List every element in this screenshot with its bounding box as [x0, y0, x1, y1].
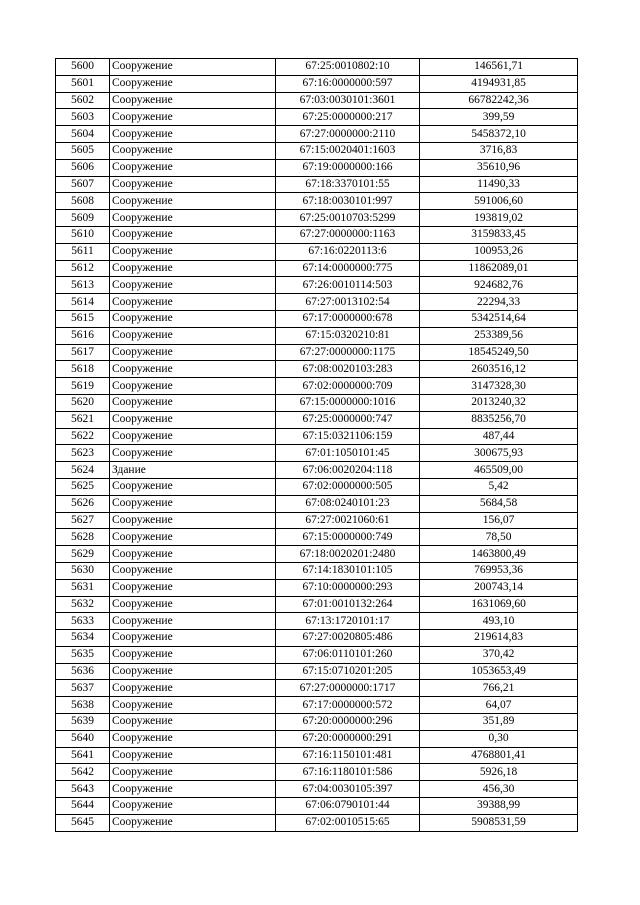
- cadastral-number-cell: 67:27:0020805:486: [276, 630, 420, 647]
- row-number-cell: 5645: [56, 814, 110, 831]
- object-type-cell: Сооружение: [110, 781, 276, 798]
- table-row: [56, 680, 578, 697]
- cadastral-number-cell: 67:20:0000000:296: [276, 714, 420, 731]
- table-row: [56, 730, 578, 747]
- cadastral-value-cell: 5926,18: [420, 764, 578, 781]
- row-number-cell: 5616: [56, 327, 110, 344]
- table-row: [56, 159, 578, 176]
- object-type-cell: Сооружение: [110, 344, 276, 361]
- row-number-cell: 5635: [56, 646, 110, 663]
- cadastral-value-cell: 253389,56: [420, 327, 578, 344]
- table-row: [56, 579, 578, 596]
- cadastral-value-cell: 146561,71: [420, 59, 578, 76]
- row-number-cell: 5611: [56, 243, 110, 260]
- cadastral-number-cell: 67:04:0030105:397: [276, 781, 420, 798]
- cadastral-number-cell: 67:27:0000000:1717: [276, 680, 420, 697]
- cadastral-value-cell: 3159833,45: [420, 226, 578, 243]
- table-row: [56, 294, 578, 311]
- cadastral-number-cell: 67:27:0021060:61: [276, 512, 420, 529]
- row-number-cell: 5644: [56, 798, 110, 815]
- row-number-cell: 5637: [56, 680, 110, 697]
- cadastral-value-cell: 0,30: [420, 730, 578, 747]
- object-type-cell: Сооружение: [110, 697, 276, 714]
- cadastral-value-cell: 193819,02: [420, 210, 578, 227]
- cadastral-value-cell: 1631069,60: [420, 596, 578, 613]
- cadastral-value-cell: 8835256,70: [420, 411, 578, 428]
- row-number-cell: 5604: [56, 126, 110, 143]
- cadastral-number-cell: 67:27:0000000:1163: [276, 226, 420, 243]
- row-number-cell: 5638: [56, 697, 110, 714]
- cadastral-number-cell: 67:15:0321106:159: [276, 428, 420, 445]
- row-number-cell: 5627: [56, 512, 110, 529]
- table-row: [56, 781, 578, 798]
- cadastral-number-cell: 67:08:0240101:23: [276, 495, 420, 512]
- cadastral-value-cell: 487,44: [420, 428, 578, 445]
- object-type-cell: Сооружение: [110, 630, 276, 647]
- object-type-cell: Сооружение: [110, 445, 276, 462]
- table-row: [56, 613, 578, 630]
- row-number-cell: 5639: [56, 714, 110, 731]
- row-number-cell: 5602: [56, 92, 110, 109]
- cadastral-value-cell: 2013240,32: [420, 394, 578, 411]
- object-type-cell: Сооружение: [110, 478, 276, 495]
- cadastral-number-cell: 67:01:1050101:45: [276, 445, 420, 462]
- row-number-cell: 5632: [56, 596, 110, 613]
- row-number-cell: 5629: [56, 546, 110, 563]
- row-number-cell: 5610: [56, 226, 110, 243]
- row-number-cell: 5601: [56, 75, 110, 92]
- row-number-cell: 5607: [56, 176, 110, 193]
- cadastral-value-cell: 5342514,64: [420, 310, 578, 327]
- row-number-cell: 5608: [56, 193, 110, 210]
- row-number-cell: 5609: [56, 210, 110, 227]
- cadastral-number-cell: 67:16:0000000:597: [276, 75, 420, 92]
- table-row: [56, 260, 578, 277]
- cadastral-value-cell: 1053653,49: [420, 663, 578, 680]
- row-number-cell: 5636: [56, 663, 110, 680]
- cadastral-value-cell: 35610,96: [420, 159, 578, 176]
- cadastral-number-cell: 67:13:1720101:17: [276, 613, 420, 630]
- cadastral-number-cell: 67:27:0013102:54: [276, 294, 420, 311]
- cadastral-value-cell: 591006,60: [420, 193, 578, 210]
- table-row: [56, 344, 578, 361]
- object-type-cell: Сооружение: [110, 75, 276, 92]
- object-type-cell: Сооружение: [110, 546, 276, 563]
- object-type-cell: Сооружение: [110, 764, 276, 781]
- row-number-cell: 5631: [56, 579, 110, 596]
- row-number-cell: 5613: [56, 277, 110, 294]
- row-number-cell: 5625: [56, 478, 110, 495]
- table-row: [56, 546, 578, 563]
- object-type-cell: Сооружение: [110, 226, 276, 243]
- row-number-cell: 5612: [56, 260, 110, 277]
- object-type-cell: Сооружение: [110, 327, 276, 344]
- cadastral-value-cell: 5,42: [420, 478, 578, 495]
- row-number-cell: 5624: [56, 462, 110, 479]
- cadastral-value-cell: 5458372,10: [420, 126, 578, 143]
- object-type-cell: Сооружение: [110, 730, 276, 747]
- cadastral-number-cell: 67:15:0000000:1016: [276, 394, 420, 411]
- object-type-cell: Сооружение: [110, 142, 276, 159]
- cadastral-value-cell: 493,10: [420, 613, 578, 630]
- cadastral-value-cell: 5684,58: [420, 495, 578, 512]
- object-type-cell: Сооружение: [110, 562, 276, 579]
- table-row: [56, 126, 578, 143]
- cadastral-number-cell: 67:06:0020204:118: [276, 462, 420, 479]
- table-row: [56, 764, 578, 781]
- cadastral-value-cell: 18545249,50: [420, 344, 578, 361]
- cadastral-value-cell: 3716,83: [420, 142, 578, 159]
- table-row: [56, 428, 578, 445]
- cadastral-value-cell: 5908531,59: [420, 814, 578, 831]
- cadastral-number-cell: 67:18:0030101:997: [276, 193, 420, 210]
- row-number-cell: 5642: [56, 764, 110, 781]
- cadastral-value-cell: 769953,36: [420, 562, 578, 579]
- table-row: [56, 512, 578, 529]
- table-row: [56, 243, 578, 260]
- object-type-cell: Сооружение: [110, 243, 276, 260]
- cadastral-value-cell: 300675,93: [420, 445, 578, 462]
- cadastral-value-cell: 200743,14: [420, 579, 578, 596]
- object-type-cell: Сооружение: [110, 310, 276, 327]
- object-type-cell: Сооружение: [110, 814, 276, 831]
- table-row: [56, 378, 578, 395]
- cadastral-number-cell: 67:20:0000000:291: [276, 730, 420, 747]
- table-row: [56, 327, 578, 344]
- cadastral-number-cell: 67:27:0000000:2110: [276, 126, 420, 143]
- cadastral-value-cell: 465509,00: [420, 462, 578, 479]
- row-number-cell: 5614: [56, 294, 110, 311]
- table-row: [56, 193, 578, 210]
- cadastral-number-cell: 67:03:0030101:3601: [276, 92, 420, 109]
- cadastral-number-cell: 67:19:0000000:166: [276, 159, 420, 176]
- table-row: [56, 210, 578, 227]
- cadastral-value-cell: 351,89: [420, 714, 578, 731]
- table-row: [56, 798, 578, 815]
- object-type-cell: Сооружение: [110, 512, 276, 529]
- cadastral-number-cell: 67:25:0010802:10: [276, 59, 420, 76]
- cadastral-value-cell: 370,42: [420, 646, 578, 663]
- object-type-cell: Сооружение: [110, 159, 276, 176]
- cadastral-value-cell: 11490,33: [420, 176, 578, 193]
- cadastral-number-cell: 67:14:1830101:105: [276, 562, 420, 579]
- table-row: [56, 646, 578, 663]
- row-number-cell: 5626: [56, 495, 110, 512]
- table-row: [56, 226, 578, 243]
- cadastral-value-cell: 4768801,41: [420, 747, 578, 764]
- row-number-cell: 5618: [56, 361, 110, 378]
- table-row: [56, 142, 578, 159]
- object-type-cell: Сооружение: [110, 59, 276, 76]
- object-type-cell: Сооружение: [110, 210, 276, 227]
- object-type-cell: Сооружение: [110, 646, 276, 663]
- cadastral-value-cell: 22294,33: [420, 294, 578, 311]
- row-number-cell: 5628: [56, 529, 110, 546]
- table-row: [56, 361, 578, 378]
- table-row: [56, 394, 578, 411]
- object-type-cell: Сооружение: [110, 92, 276, 109]
- table-row: [56, 814, 578, 831]
- cadastral-value-cell: 11862089,01: [420, 260, 578, 277]
- property-table: [55, 58, 578, 832]
- cadastral-number-cell: 67:01:0010132:264: [276, 596, 420, 613]
- cadastral-number-cell: 67:15:0320210:81: [276, 327, 420, 344]
- row-number-cell: 5615: [56, 310, 110, 327]
- cadastral-number-cell: 67:16:0220113:6: [276, 243, 420, 260]
- cadastral-number-cell: 67:16:1150101:481: [276, 747, 420, 764]
- cadastral-number-cell: 67:06:0790101:44: [276, 798, 420, 815]
- cadastral-number-cell: 67:15:0020401:1603: [276, 142, 420, 159]
- row-number-cell: 5619: [56, 378, 110, 395]
- table-row: [56, 176, 578, 193]
- cadastral-number-cell: 67:15:0000000:749: [276, 529, 420, 546]
- row-number-cell: 5600: [56, 59, 110, 76]
- table-row: [56, 697, 578, 714]
- object-type-cell: Сооружение: [110, 596, 276, 613]
- table-row: [56, 495, 578, 512]
- object-type-cell: Сооружение: [110, 680, 276, 697]
- cadastral-value-cell: 78,50: [420, 529, 578, 546]
- cadastral-value-cell: 456,30: [420, 781, 578, 798]
- table-row: [56, 109, 578, 126]
- cadastral-value-cell: 924682,76: [420, 277, 578, 294]
- cadastral-number-cell: 67:02:0000000:505: [276, 478, 420, 495]
- table-row: [56, 75, 578, 92]
- row-number-cell: 5630: [56, 562, 110, 579]
- object-type-cell: Сооружение: [110, 109, 276, 126]
- table-row: [56, 562, 578, 579]
- table-row: [56, 411, 578, 428]
- cadastral-number-cell: 67:16:1180101:586: [276, 764, 420, 781]
- cadastral-number-cell: 67:02:0000000:709: [276, 378, 420, 395]
- object-type-cell: Сооружение: [110, 193, 276, 210]
- object-type-cell: Сооружение: [110, 394, 276, 411]
- cadastral-number-cell: 67:06:0110101:260: [276, 646, 420, 663]
- row-number-cell: 5641: [56, 747, 110, 764]
- cadastral-value-cell: 766,21: [420, 680, 578, 697]
- row-number-cell: 5634: [56, 630, 110, 647]
- object-type-cell: Сооружение: [110, 663, 276, 680]
- cadastral-number-cell: 67:18:3370101:55: [276, 176, 420, 193]
- cadastral-value-cell: 399,59: [420, 109, 578, 126]
- table-row: [56, 663, 578, 680]
- object-type-cell: Сооружение: [110, 529, 276, 546]
- table-body: [56, 59, 578, 832]
- row-number-cell: 5643: [56, 781, 110, 798]
- table-row: [56, 747, 578, 764]
- object-type-cell: Сооружение: [110, 361, 276, 378]
- table-row: [56, 92, 578, 109]
- table-row: [56, 596, 578, 613]
- row-number-cell: 5620: [56, 394, 110, 411]
- cadastral-number-cell: 67:26:0010114:503: [276, 277, 420, 294]
- table-row: [56, 714, 578, 731]
- table-row: [56, 478, 578, 495]
- object-type-cell: Сооружение: [110, 579, 276, 596]
- cadastral-number-cell: 67:15:0710201:205: [276, 663, 420, 680]
- object-type-cell: Сооружение: [110, 294, 276, 311]
- cadastral-value-cell: 2603516,12: [420, 361, 578, 378]
- cadastral-number-cell: 67:27:0000000:1175: [276, 344, 420, 361]
- cadastral-value-cell: 1463800,49: [420, 546, 578, 563]
- object-type-cell: Сооружение: [110, 260, 276, 277]
- cadastral-value-cell: 156,07: [420, 512, 578, 529]
- object-type-cell: Сооружение: [110, 747, 276, 764]
- cadastral-number-cell: 67:25:0000000:217: [276, 109, 420, 126]
- cadastral-number-cell: 67:17:0000000:678: [276, 310, 420, 327]
- cadastral-number-cell: 67:18:0020201:2480: [276, 546, 420, 563]
- cadastral-value-cell: 64,07: [420, 697, 578, 714]
- cadastral-value-cell: 4194931,85: [420, 75, 578, 92]
- object-type-cell: Сооружение: [110, 613, 276, 630]
- object-type-cell: Сооружение: [110, 378, 276, 395]
- cadastral-number-cell: 67:08:0020103:283: [276, 361, 420, 378]
- cadastral-number-cell: 67:25:0000000:747: [276, 411, 420, 428]
- cadastral-number-cell: 67:17:0000000:572: [276, 697, 420, 714]
- object-type-cell: Сооружение: [110, 714, 276, 731]
- table-row: [56, 630, 578, 647]
- row-number-cell: 5603: [56, 109, 110, 126]
- cadastral-number-cell: 67:25:0010703:5299: [276, 210, 420, 227]
- object-type-cell: Здание: [110, 462, 276, 479]
- row-number-cell: 5621: [56, 411, 110, 428]
- object-type-cell: Сооружение: [110, 126, 276, 143]
- row-number-cell: 5605: [56, 142, 110, 159]
- object-type-cell: Сооружение: [110, 176, 276, 193]
- cadastral-number-cell: 67:14:0000000:775: [276, 260, 420, 277]
- object-type-cell: Сооружение: [110, 411, 276, 428]
- table-row: [56, 445, 578, 462]
- cadastral-value-cell: 219614,83: [420, 630, 578, 647]
- row-number-cell: 5623: [56, 445, 110, 462]
- object-type-cell: Сооружение: [110, 798, 276, 815]
- cadastral-value-cell: 66782242,36: [420, 92, 578, 109]
- object-type-cell: Сооружение: [110, 495, 276, 512]
- row-number-cell: 5617: [56, 344, 110, 361]
- row-number-cell: 5622: [56, 428, 110, 445]
- table-row: [56, 310, 578, 327]
- table-row: [56, 59, 578, 76]
- row-number-cell: 5640: [56, 730, 110, 747]
- row-number-cell: 5606: [56, 159, 110, 176]
- cadastral-number-cell: 67:10:0000000:293: [276, 579, 420, 596]
- table-row: [56, 462, 578, 479]
- row-number-cell: 5633: [56, 613, 110, 630]
- table-row: [56, 529, 578, 546]
- cadastral-value-cell: 100953,26: [420, 243, 578, 260]
- cadastral-number-cell: 67:02:0010515:65: [276, 814, 420, 831]
- cadastral-value-cell: 39388,99: [420, 798, 578, 815]
- table-row: [56, 277, 578, 294]
- cadastral-value-cell: 3147328,30: [420, 378, 578, 395]
- object-type-cell: Сооружение: [110, 277, 276, 294]
- object-type-cell: Сооружение: [110, 428, 276, 445]
